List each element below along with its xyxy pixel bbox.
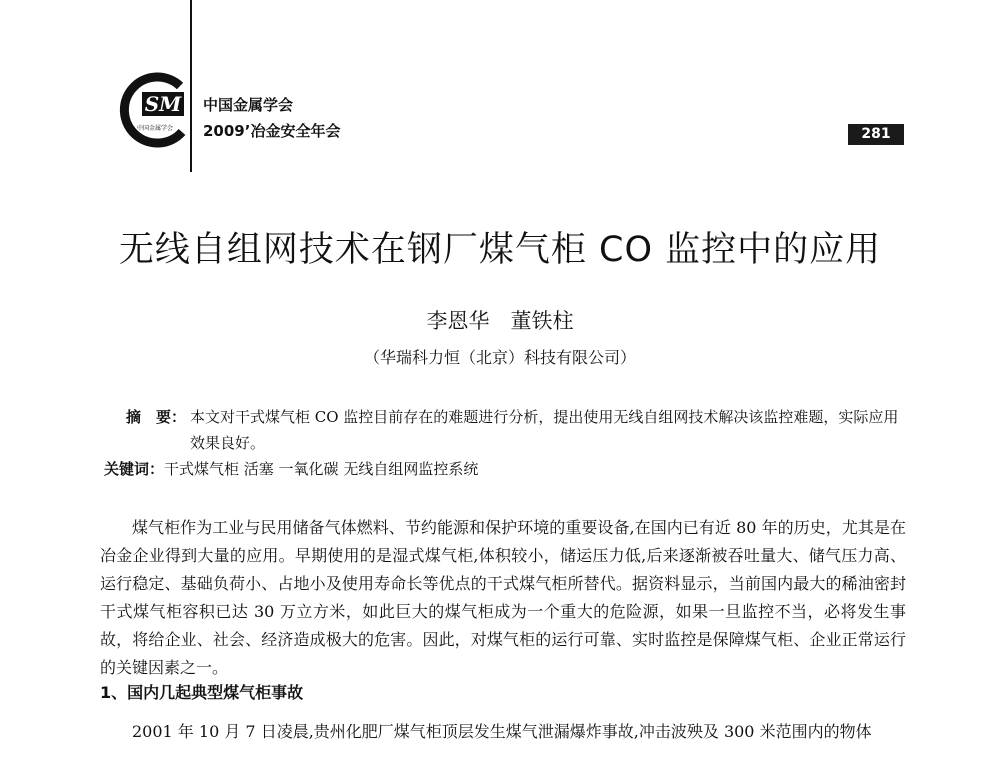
abstract-label: 摘 要： [126,408,187,426]
keywords-label: 关键词： [104,460,165,478]
paper-authors: 李恩华 董铁柱 [426,309,574,333]
keywords-text: 干式煤气柜 活塞 一氧化碳 无线自组网监控系统 [164,460,479,478]
paper-affiliation: （华瑞科力恒（北京）科技有限公司） [363,348,636,367]
keywords-block [104,456,478,482]
section-heading-1: 1、国内几起典型煤气柜事故 [100,683,304,702]
abstract-block [126,404,906,456]
abstract-text: 本文对干式煤气柜 CO 监控目前存在的难题进行分析，提出使用无线自组网技术解决该监控难题，实际应用效果良好。 [190,408,899,452]
header-org: 中国金属学会 [203,96,294,114]
running-header [203,92,340,144]
page-number: 281 [848,124,904,145]
society-logo [116,72,194,150]
logo-text: SM [144,92,182,116]
body-paragraph-1: 煤气柜作为工业与民用储备气体燃料、节约能源和保护环境的重要设备,在国内已有近 80 年的历史，尤其是在冶金企业得到大量的应用。早期使用的是湿式煤气柜,体积较小，储运压力低,后来逐渐被吞吐量大、储气压力高、运行稳定、基础负荷小、占地小及使用寿命长等优点的干式煤气柜所替代。据资料显示，当前国内最大的稀油密封干式煤气柜容积已达 30 万立方米，如此巨大的煤气柜成为一个重大的危险源，如果一旦监控不当，必将发生事故，将给企业、社会、经济造成极大的危害。因此，对煤气柜的运行可靠、实时监控是保障煤气柜、企业正常运行的关键因素之一。 [100,518,906,677]
paper-title: 无线自组网技术在钢厂煤气柜 CO 监控中的应用 [118,230,882,270]
body-paragraph-2: 2001 年 10 月 7 日凌晨,贵州化肥厂煤气柜顶层发生煤气泄漏爆炸事故,冲击波殃及 300 米范围内的物体 [132,722,872,741]
logo-subtext: 中国金属学会 [136,125,174,132]
header-conference: 2009’冶金安全年会 [203,122,341,140]
